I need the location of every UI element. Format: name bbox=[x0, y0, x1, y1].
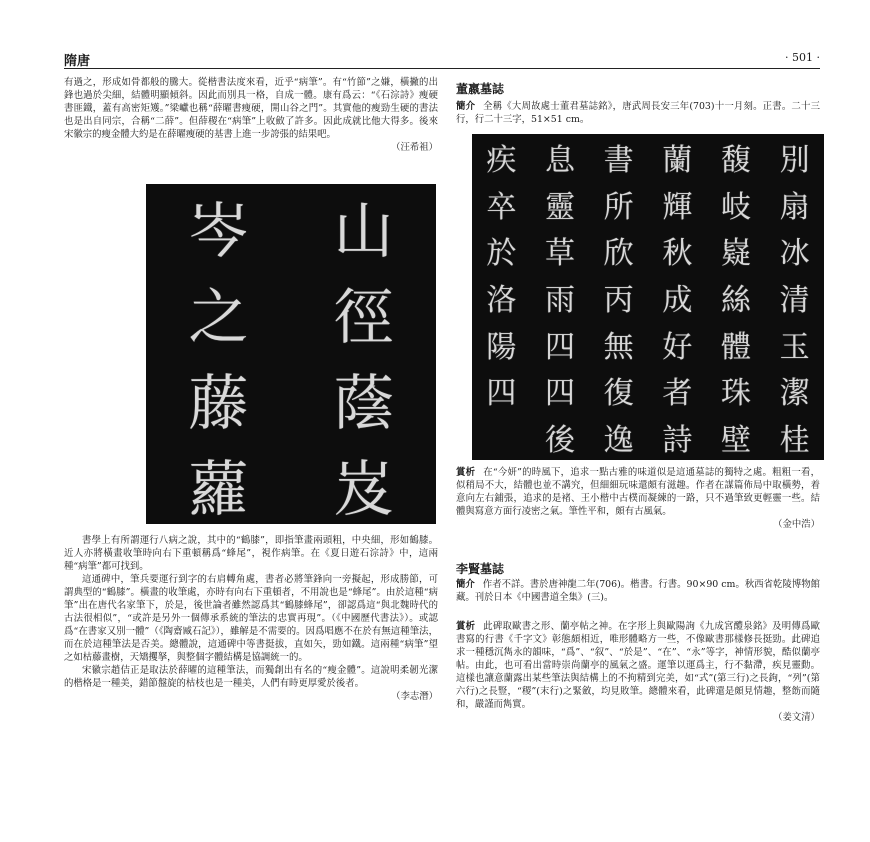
epitaph-char: 書 bbox=[603, 143, 634, 179]
li-appreciation bbox=[456, 620, 820, 740]
dong-intro bbox=[456, 100, 820, 126]
appreciation-text: 此碑取歐書之形、蘭亭帖之神。在字形上與歐陽詢《九成宮醴泉銘》及明傳爲歐書寫的行書《千字文》彰態頗相近，唯形體略方一些，不像歐書那樣修長挺勁。此碑追求一種穩沉雋永的韻味，“爲”、“叙”、“於是”、“在”、“永”等字，神情形貌，酷似蘭亭帖。由此，也可看出當時崇尚蘭亭的風氣之盛。運筆以運爲主，行不黏滯，疾見靈動。這樣也讓意蘭露出某些筆法與結構上的不拘精到完美，如“式”(第三行)之長鉤，“列”(第六行)之長豎，“稷”(末行)之緊斂，均見敗筆。總體來看，此碑還是頗見情趣，整飭而隨和，嚴謹而雋實。 bbox=[456, 621, 820, 710]
epitaph-char: 卒 bbox=[486, 189, 517, 225]
left-paragraph-3: 宋徽宗趙佶正是取法於薛曜的這種筆法，而獨創出有名的“瘦金體”。這說明柔韌光潔的楷格是一種美，錯節盤旋的枯枝也是一種美，人們有時更厚愛於後者。 bbox=[64, 665, 438, 689]
epitaph-char: 嶷 bbox=[721, 236, 752, 272]
left-bottom-signature: （李志潛） bbox=[391, 691, 438, 702]
epitaph-char: 潔 bbox=[779, 376, 810, 412]
epitaph-char: 好 bbox=[662, 329, 693, 365]
epitaph-char: 珠 bbox=[721, 376, 752, 412]
epitaph-char: 輝 bbox=[662, 189, 693, 225]
stele-char: 山 bbox=[333, 197, 394, 267]
section-title: 隋唐 bbox=[64, 54, 91, 69]
epitaph-char: 岐 bbox=[721, 189, 752, 225]
li-signature: （姜文清） bbox=[773, 712, 820, 723]
epitaph-char: 陽 bbox=[486, 329, 517, 365]
li-intro bbox=[456, 578, 820, 604]
epitaph-char: 體 bbox=[721, 329, 752, 365]
epitaph-char: 四 bbox=[486, 376, 517, 412]
stele-char: 蘿 bbox=[188, 455, 249, 525]
stele-char: 徑 bbox=[333, 283, 394, 353]
stele-char: 岑 bbox=[188, 197, 249, 267]
epitaph-char: 欣 bbox=[603, 236, 634, 272]
page-header bbox=[64, 50, 820, 69]
epitaph-char: 靈 bbox=[545, 189, 576, 225]
epitaph-char: 息 bbox=[545, 143, 576, 179]
appreciation-text: 在“今妍”的時風下，追求一點古雅的味道似是這通墓誌的獨特之處。粗粗一看，似稍局不大，結體也並不講究，但細細玩味還頗有滋趣。作者在謀篇佈局中取橫勢，着意向左右鋪張，追求的是褚、王小楷中古樸而凝練的一路，只不過筆致更輕靈一些。結體與寫意方面行凌密之氣。筆性平和，頗有古風氣。 bbox=[456, 467, 820, 517]
appreciation-label: 賞析 bbox=[456, 621, 476, 632]
epitaph-char: 壁 bbox=[721, 422, 752, 458]
intro-label: 簡介 bbox=[456, 101, 476, 112]
epitaph-char: 清 bbox=[779, 282, 810, 318]
epitaph-char: 扇 bbox=[779, 189, 810, 225]
left-top-signature: （汪希祖） bbox=[391, 142, 438, 153]
epitaph-char: 無 bbox=[603, 329, 634, 365]
left-commentary bbox=[64, 534, 438, 774]
epitaph-rubbing-image bbox=[472, 134, 824, 460]
entry-title-dong: 董嬴墓誌 bbox=[456, 82, 505, 96]
entry-title-li: 李賢墓誌 bbox=[456, 562, 505, 576]
epitaph-char: 四 bbox=[545, 329, 576, 365]
appreciation-label: 賞析 bbox=[456, 467, 476, 478]
epitaph-char: 蘭 bbox=[662, 143, 693, 179]
left-paragraph-2: 這通碑中，筆兵要運行到字的右肩轉角處，書者必將筆鋒向一旁擬起，形成勝節，可謂典型的“鶴膝”。橫畫的收筆處，亦時有向右下重頓者，不用說也是“蜂尾”。由於這種“病筆”出在唐代名家筆下，於是，後世論者雖然認爲其“鶴膝蜂尾”，卻認爲這“與北魏時代的古法很相似”，“或許是另外一個傳承系統的筆法的忠實再現”。（《中國歷代書法》）。或認爲“在書家又別一體”（《陶齋臧石記》），雖解是不需要的。因爲唱應不在於有無這種筆法，而在於這種筆法是否美。總體說，這通碑中等書挺拔，直如矢，勁如鐵。這兩種“病筆”望之如枯藤畫樹，天矯攫拏，與整個字體結構是協調統一的。 bbox=[64, 574, 438, 663]
left-intro-text bbox=[64, 76, 438, 154]
epitaph-char: 馥 bbox=[721, 143, 752, 179]
intro-text: 作者不詳。書於唐神龍二年(706)。楷書。行書。90×90 cm。秋西省乾陵博物館藏。刊於日本《中國書道全集》(三)。 bbox=[456, 579, 820, 603]
epitaph-char: 成 bbox=[662, 282, 693, 318]
epitaph-char: 詩 bbox=[662, 422, 693, 458]
page-number: · 501 · bbox=[785, 51, 820, 64]
stele-char: 岌 bbox=[333, 455, 394, 525]
dong-signature: （金中浩） bbox=[773, 519, 820, 530]
dong-appreciation bbox=[456, 466, 820, 531]
epitaph-char: 逸 bbox=[603, 422, 634, 458]
stele-char: 蔭 bbox=[333, 369, 394, 439]
epitaph-char: 於 bbox=[486, 236, 517, 272]
left-paragraph-1: 書學上有所謂運行八病之說，其中的“鶴膝”，即指筆畫兩頭粗，中央細，形如鶴膝。近人亦將橫畫收筆時向右下重頓稱爲“蜂尾”，視作病筆。在《夏日遊石淙詩》中，這兩種“病筆”都可找到。 bbox=[64, 535, 438, 572]
epitaph-char: 者 bbox=[662, 376, 693, 412]
epitaph-char: 四 bbox=[545, 376, 576, 412]
epitaph-char: 玉 bbox=[779, 329, 810, 365]
epitaph-char: 所 bbox=[603, 189, 634, 225]
stele-char: 之 bbox=[188, 283, 249, 353]
epitaph-char: 桂 bbox=[779, 422, 810, 458]
epitaph-char: 秋 bbox=[662, 236, 693, 272]
epitaph-char: 草 bbox=[545, 236, 576, 272]
stele-char: 藤 bbox=[188, 369, 249, 439]
left-paragraph: 有過之，形成如骨都般的騰大。從楷書法度來看，近乎“病筆”。有“竹節”之嫌，橫撇的出鋒也過於尖細，結體明顯傾斜。因此而別具一格，自成一體。康有爲云：“《石淙詩》瘦硬書匪鐵，蓋有高密矩矱。”梁巘也稱“薛曜書瘦硬，開山谷之門”。其實他的瘦勁生硬的書法也是出自同宗，合稱“二薛”。但薛稷在“病筆”上收斂了許多。因此成就比他大得多。後來宋徽宗的瘦金體大約是在薛曜瘦硬的基書上進一步誇張的結果吧。 bbox=[64, 77, 438, 140]
epitaph-char: 疾 bbox=[486, 143, 517, 179]
epitaph-char: 別 bbox=[779, 143, 810, 179]
epitaph-char: 絲 bbox=[721, 282, 752, 318]
epitaph-char: 洛 bbox=[486, 282, 517, 318]
intro-text: 全稱《大周故處士董君墓誌銘》，唐武周長安三年(703)十一月刻。正書。二十三行，行二十三字，51×51 cm。 bbox=[456, 101, 820, 125]
intro-label: 簡介 bbox=[456, 579, 475, 590]
epitaph-char: 後 bbox=[545, 422, 576, 458]
epitaph-char: 冰 bbox=[779, 236, 810, 272]
stele-rubbing-image bbox=[146, 184, 436, 524]
epitaph-char: 復 bbox=[603, 376, 634, 412]
epitaph-char: 丙 bbox=[603, 282, 634, 318]
epitaph-char: 雨 bbox=[545, 282, 576, 318]
